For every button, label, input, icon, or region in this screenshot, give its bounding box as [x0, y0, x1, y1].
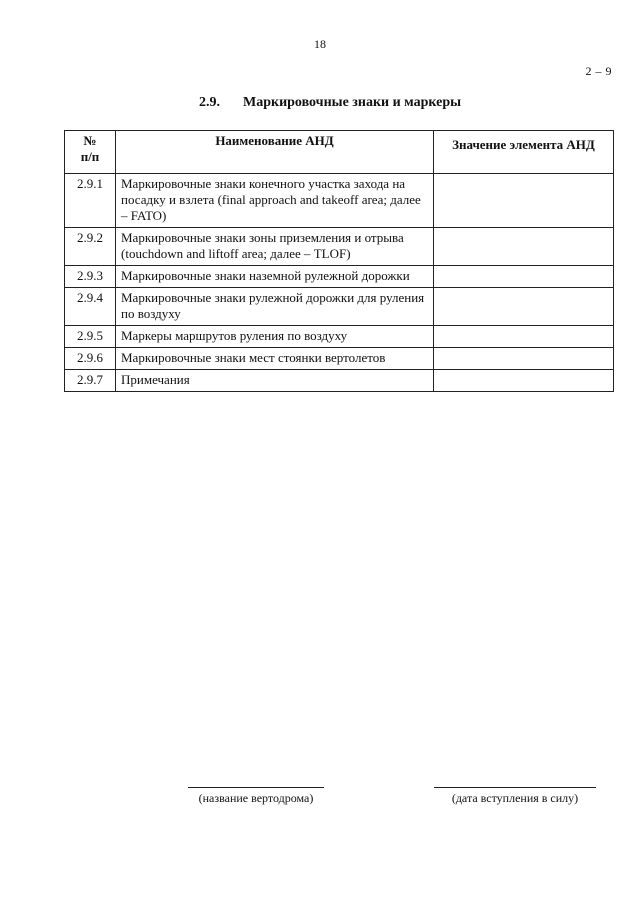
table-row: [65, 370, 614, 392]
row-number-cell: 2.9.4: [65, 288, 116, 326]
table-row: [65, 326, 614, 348]
section-reference: 2 – 9: [585, 64, 612, 78]
table-header-row: [65, 131, 614, 174]
table-row: [65, 348, 614, 370]
row-value-cell: [434, 370, 614, 392]
row-value-cell: [434, 228, 614, 266]
signature-line: [188, 787, 324, 788]
table-row: [65, 174, 614, 228]
header-value-label: Значение элемента АНД: [452, 137, 595, 152]
table-row: [65, 266, 614, 288]
row-value-cell: [434, 174, 614, 228]
aerodrome-name-caption: (название вертодрома): [198, 791, 314, 805]
header-name-label: Наименование АНД: [215, 133, 334, 148]
page-number: 18: [314, 37, 326, 51]
header-number-label: № п/п: [80, 133, 100, 164]
row-name-cell: Маркеры маршрутов руления по воздуху: [116, 326, 434, 348]
table-row: [65, 288, 614, 326]
row-name-cell: Маркировочные знаки мест стоянки вертолетов: [116, 348, 434, 370]
column-header-number: [65, 131, 116, 174]
and-elements-table: [64, 130, 614, 392]
signature-field-effective-date: [434, 787, 596, 806]
row-number-cell: 2.9.1: [65, 174, 116, 228]
row-name-cell: Маркировочные знаки конечного участка захода на посадку и взлета (final approach and takeoff area; далее – FATO): [116, 174, 434, 228]
column-header-value: [434, 131, 614, 174]
section-title: Маркировочные знаки и маркеры: [243, 95, 462, 110]
row-number-cell: 2.9.3: [65, 266, 116, 288]
signature-line: [434, 787, 596, 788]
row-value-cell: [434, 326, 614, 348]
row-value-cell: [434, 348, 614, 370]
row-number-cell: 2.9.7: [65, 370, 116, 392]
table-body: [65, 174, 614, 392]
row-value-cell: [434, 266, 614, 288]
table-row: [65, 228, 614, 266]
row-name-cell: Маркировочные знаки рулежной дорожки для руления по воздуху: [116, 288, 434, 326]
row-number-cell: 2.9.6: [65, 348, 116, 370]
row-number-cell: 2.9.5: [65, 326, 116, 348]
row-name-cell: Маркировочные знаки зоны приземления и отрыва (touchdown and liftoff area; далее – TLOF): [116, 228, 434, 266]
section-heading: [199, 95, 461, 111]
column-header-name: [116, 131, 434, 174]
row-name-cell: Маркировочные знаки наземной рулежной дорожки: [116, 266, 434, 288]
section-number: 2.9.: [199, 95, 220, 110]
row-number-cell: 2.9.2: [65, 228, 116, 266]
signature-field-aerodrome-name: [188, 787, 324, 806]
row-value-cell: [434, 288, 614, 326]
row-name-cell: Примечания: [116, 370, 434, 392]
effective-date-caption: (дата вступления в силу): [451, 791, 579, 805]
